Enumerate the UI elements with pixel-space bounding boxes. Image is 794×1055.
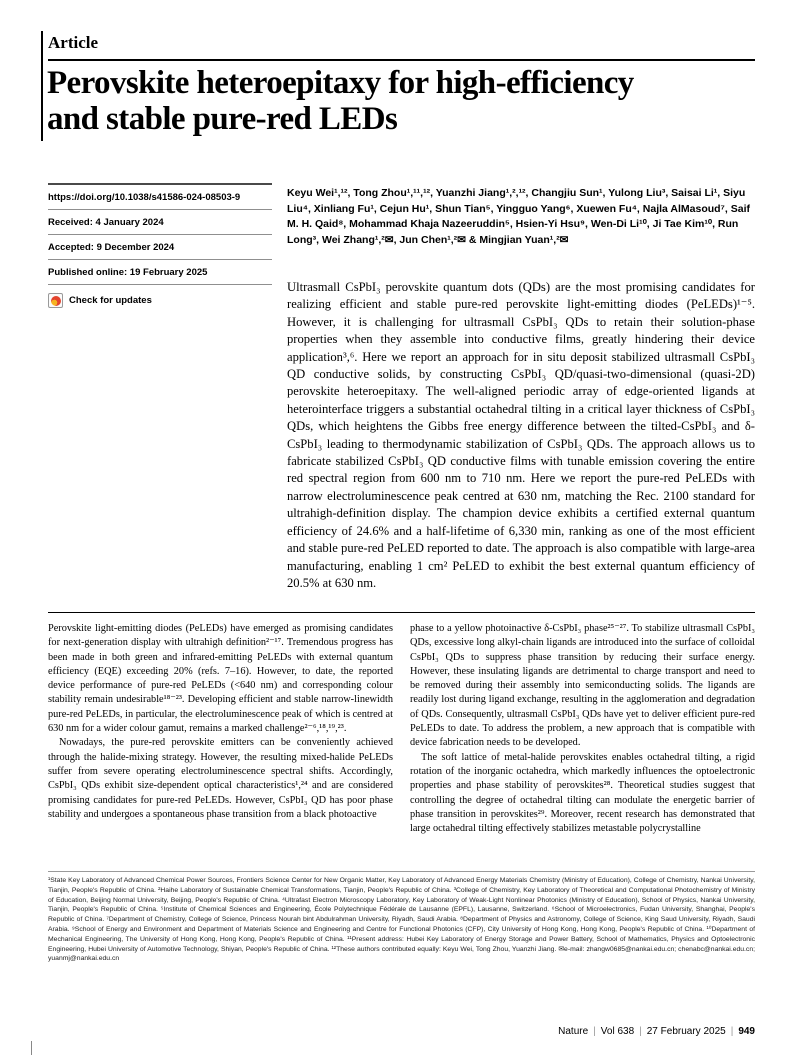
volume-label: Vol 638: [600, 1026, 635, 1037]
kicker-rule: [48, 59, 755, 61]
body-paragraph: phase to a yellow photoinactive δ-CsPbI₃ phase²⁵⁻²⁷. To stabilize ultrasmall CsPbI₃ QDs, excessive long alkyl-chain ligands are introduced into the surface of colloidal CsPbI₃ QDs to suppress phase transition by reducing their surface energy. However, these insulating ligands are detrimental to charge transport and need to be removed during their assembly into semiconducting solids. The ligands are readily lost during ligand exchange, resulting in the agglomeration and degradation of QDs. Consequently, ultrasmall CsPbI₃ QDs have yet to deliver efficient pure-red PeLEDs to date. To address the problem, a new approach that is compatible with device fabrication needs to be developed.: [410, 623, 755, 749]
accepted-date: Accepted: 9 December 2024: [48, 234, 272, 259]
metadata-panel: [48, 183, 272, 314]
author-list: Keyu Wei¹,¹², Tong Zhou¹,¹¹,¹², Yuanzhi Jiang¹,²,¹², Changjiu Sun¹, Yulong Liu³, Saisai Li¹, Siyu Liu⁴, Xinliang Fu¹, Cejun Hu¹, Shun Tian⁵, Yingguo Yang⁶, Xuewen Fu⁴, Najla AlMasoud⁷, Saif M. H. Qaid⁸, Mohammad Khaja Nazeeruddin⁵, Hsien-Yi Hsu⁹, Wen-Di Li¹⁰, Ji Tae Kim¹⁰, Run Long³, Wei Zhang¹,²✉, Jun Chen¹,²✉ & Mingjian Yuan¹,²✉: [287, 187, 750, 246]
affiliations-text: ¹State Key Laboratory of Advanced Chemical Power Sources, Frontiers Science Center for New Organic Matter, Key Laboratory of Advanced Energy Materials Chemistry (Ministry of Education), College of Chemistry, Nankai University, Tianjin, People's Republic of China. ²Haihe Laboratory of Sustainable Chemical Transformations, Tianjin, People's Republic of China. ³College of Chemistry, Key Laboratory of Theoretical and Computational Photochemistry of Ministry of Education, Beijing Normal University, Beijing, People's Republic of China. ⁴Ultrafast Electron Microscopy Laboratory, Key Laboratory of Weak-Light Nonlinear Photonics (Ministry of Education), School of Physics, Nankai University, Tianjin, People's Republic of China. ⁵Institute of Chemical Sciences and Engineering, École Polytechnique Fédérale de Lausanne (EPFL), Lausanne, Switzerland. ⁶School of Microelectronics, Fudan University, Shanghai, People's Republic of China. ⁷Department of Chemistry, College of Science, Princess Nourah bint Abdulrahman University, Riyadh, Saudi Arabia. ⁸Department of Physics and Astronomy, College of Science, King Saud University, Riyadh, Saudi Arabia. ⁹School of Energy and Environment and Department of Materials Science and Engineering and Centre for Functional Photonics (CFP), City University of Hong Kong, Hong Kong, People's Republic of China. ¹⁰Department of Mechanical Engineering, The University of Hong Kong, Hong Kong, People's Republic of China. ¹¹Present address: Hubei Key Laboratory of Energy Storage and Power Battery, School of Mathematics, Physics and Optoelectronic Engineering, Hubei University of Automotive Technology, Shiyan, People's Republic of China. ¹²These authors contributed equally: Keyu Wei, Tong Zhou, Yuanzhi Jiang. ✉e-mail: zhangw0685@nankai.edu.cn; chenabc@nankai.edu.cn; yuanmj@nankai.edu.cn: [48, 877, 755, 963]
crossmark-icon: [48, 293, 63, 308]
page-footer: [558, 1026, 755, 1037]
check-for-updates-label: Check for updates: [69, 295, 152, 306]
body-divider-rule: [48, 612, 755, 613]
title-line-1: Perovskite heteroepitaxy for high-efficiency: [47, 65, 634, 101]
footer-separator: |: [639, 1026, 642, 1037]
article-kicker: Article: [48, 33, 99, 52]
affiliations-rule: [48, 871, 755, 872]
doi-link[interactable]: https://doi.org/10.1038/s41586-024-08503-9: [48, 183, 272, 209]
title-line-2: and stable pure-red LEDs: [47, 101, 398, 137]
body-paragraph: Nowadays, the pure-red perovskite emitters can be conveniently achieved through the halide-mixing strategy. However, the resulting mixed-halide PeLEDs suffer from severe operating electroluminescence spectral shifts. Accordingly, CsPbI₃ QDs exhibit size-dependent optical characteristics¹,²⁴ and are considered promising candidates for pure-red PeLEDs. However, CsPbI₃ QD has poor phase stability and undergoes a spontaneous phase transition from a black photoactive: [48, 737, 393, 820]
issue-date: 27 February 2025: [646, 1026, 726, 1037]
body-paragraph: The soft lattice of metal-halide perovskites enables octahedral tilting, a rigid rotation of the inorganic octahedra, which markedly influences the optoelectronic properties and phase stability of perovskites²⁸. Theoretical studies suggest that controlling the degree of octahedral tilting can modulate the energetic barrier of phase transition in perovskites²⁹. Moreover, recent research has demonstrated that large octahedral tilting effectively stabilizes metastable polycrystalline: [410, 751, 755, 835]
abstract-text: Ultrasmall CsPbI₃ perovskite quantum dots (QDs) are the most promising candidates for realizing efficient and stable pure-red perovskite light-emitting diodes (PeLEDs)¹⁻⁵. However, it is challenging for ultrasmall CsPbI₃ QDs to retain their solution-phase properties when they assemble into conductive films, greatly hindering their device application³,⁶. Here we report an approach for in situ deposit stabilized ultrasmall CsPbI₃ QD conductive solids, by constructing CsPbI₃ QD/quasi-two-dimensional (quasi-2D) perovskite heteroepitaxy. The well-aligned periodic array of edge-oriented ligands at heterointerface triggers a substantial octahedral tilting in a critical layer thickness of CsPbI₃ QDs, which heightens the Gibbs free energy difference between the tilted-CsPbI₃ and δ-CsPbI₃ leading to thermodynamic stabilization of CsPbI₃ QDs. The approach allows us to fabricate stabilized CsPbI₃ QD conductive films with tunable emission covering the entire red spectral region from 600 nm to 710 nm. Here we report the pure-red PeLEDs with narrow electroluminescence peak centred at 630 nm, matching the Rec. 2100 standard for ultrahigh-definition display. The champion device exhibits a certified external quantum efficiency of 24.6% and a half-lifetime of 6,330 min, ranking as one of the most efficient and stable pure-red PeLED reported to date. The approach is also compatible with large-area manufacturing, enabling 1 cm² PeLED to exhibit the best external quantum efficiency of 20.5% at 630 nm.: [287, 280, 755, 590]
footer-separator: |: [730, 1026, 734, 1037]
page-number: 949: [738, 1026, 755, 1037]
body-column-right: [410, 622, 755, 836]
article-left-bar: [41, 31, 43, 141]
check-for-updates-badge[interactable]: [48, 284, 272, 314]
published-online-date: Published online: 19 February 2025: [48, 259, 272, 284]
journal-name: Nature: [558, 1026, 589, 1037]
page-title: [47, 65, 634, 137]
crossmark-circle: [51, 296, 61, 306]
crop-mark: [31, 1041, 32, 1055]
body-column-left: [48, 622, 393, 822]
footer-separator: |: [593, 1026, 596, 1037]
body-paragraph: Perovskite light-emitting diodes (PeLEDs) have emerged as promising candidates for next-generation display with ultrahigh definition²⁻¹⁷. Tremendous progress has been made in both green and infrared-emitting PeLEDs with external quantum efficiency (EQE) exceeding 20% (refs. 7–16). However, to date, the reported device performance of pure-red PeLEDs (<640 nm) and corresponding colour stability remain undesirable¹⁸⁻²³. Developing efficient and stable narrow-linewidth pure-red PeLEDs, in particular, the electroluminescence peak of which is centred at 630 nm for a wider colour gamut, remains a marked challenge²⁻⁶,¹⁸,¹⁹,²³.: [48, 623, 393, 735]
received-date: Received: 4 January 2024: [48, 209, 272, 234]
